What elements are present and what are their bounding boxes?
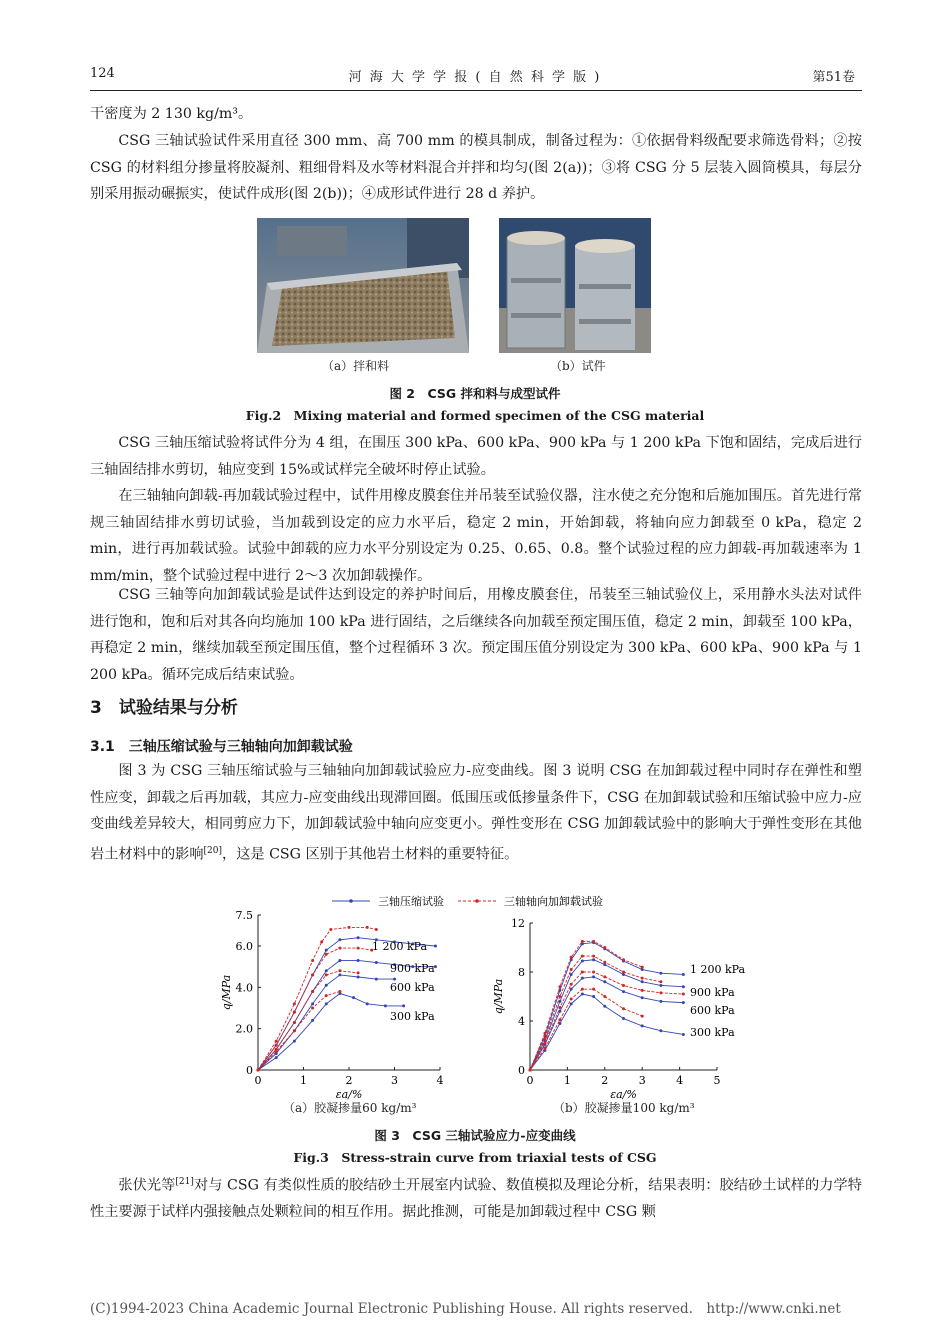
y-tick-label-a: 6.0 — [235, 940, 253, 953]
series-line-a-6 — [258, 971, 358, 1070]
chart-a — [220, 909, 444, 1101]
series-line-b-0 — [530, 943, 683, 1070]
series-point-a-4 — [293, 1002, 296, 1005]
series-point-b-7 — [622, 1007, 625, 1010]
series-point-b-7 — [641, 1015, 644, 1018]
fig2-title-en: Fig.2 Mixing material and formed specimen of the CSG material — [245, 408, 705, 423]
series-point-a-3 — [293, 1040, 296, 1043]
fig3-caption-b: （b）胶凝掺量100 kg/m³ — [553, 1101, 695, 1115]
series-point-a-3 — [275, 1056, 278, 1059]
y-tick-label-a: 2.0 — [235, 1022, 253, 1036]
curve-annotation-b: 900 kPa — [690, 986, 735, 999]
series-point-b-2 — [659, 1000, 662, 1003]
series-point-b-5 — [592, 955, 595, 958]
curve-annotation-a: 300 kPa — [390, 1010, 435, 1023]
series-point-a-5 — [325, 953, 328, 956]
x-tick-label-a: 4 — [436, 1074, 444, 1087]
y-tick-label-a: 7.5 — [235, 909, 253, 922]
series-point-b-7 — [570, 997, 573, 1000]
paragraph-discussion: 张伏光等[21]对与 CSG 有类似性质的胶结砂土开展室内试验、数值模拟及理论分析，结果表明：胶结砂土试样的力学特性主要源于试样内强接触点处颗粒间的相互作用。据此推测，可能是加卸载过程中 CSG 颗 — [90, 1177, 862, 1221]
series-point-a-1 — [325, 969, 328, 972]
series-point-a-3 — [384, 1004, 387, 1007]
legend-label-compression: 三轴压缩试验 — [378, 895, 444, 908]
series-point-b-1 — [641, 980, 644, 983]
series-point-a-2 — [325, 984, 328, 987]
y-tick-label-a: 0 — [246, 1064, 253, 1077]
curve-annotation-b: 1 200 kPa — [690, 963, 746, 976]
series-point-b-5 — [543, 1037, 546, 1040]
series-point-a-4 — [311, 959, 314, 962]
series-point-b-6 — [603, 975, 606, 978]
x-axis-label-b: εa/% — [610, 1088, 637, 1101]
fig3-title-cn: 图 3 CSG 三轴试验应力-应变曲线 — [374, 1128, 576, 1143]
x-tick-label-b: 0 — [526, 1074, 534, 1087]
x-tick-label-b: 1 — [563, 1074, 571, 1087]
series-point-a-7 — [293, 1029, 296, 1032]
paragraph-results: 图 3 为 CSG 三轴压缩试验与三轴轴向加卸载试验应力-应变曲线。图 3 说明 CSG 在加卸载过程中同时存在弹性和塑性应变，卸载之后再加载，其应力-应变曲线出现滞回圈。低围压或低掺量条件下，CSG 在加卸载试验和压缩试验中应力-应变曲线差异较大，相同剪应力下，加卸载试验中轴向应变更小。弹性变形在 CSG 加卸载试验中的影响大于弹性变形在其他岩土材料中的影响[20]，这是 CSG 区别于其他岩土材料的重要特征。 — [90, 763, 862, 863]
series-point-b-4 — [558, 985, 561, 988]
series-point-b-6 — [558, 1006, 561, 1009]
y-tick-label-b: 0 — [518, 1064, 525, 1077]
series-point-a-6 — [357, 971, 360, 974]
series-point-b-2 — [570, 988, 573, 991]
series-point-b-3 — [622, 1017, 625, 1020]
series-point-a-5 — [338, 947, 341, 950]
series-point-a-5 — [275, 1044, 278, 1047]
series-point-b-1 — [558, 1000, 561, 1003]
fig3-title-en: Fig.3 Stress-strain curve from triaxial tests of CSG — [293, 1150, 657, 1165]
y-tick-label-a: 4.0 — [235, 981, 253, 995]
series-point-a-6 — [338, 969, 341, 972]
series-point-a-1 — [338, 959, 341, 962]
series-point-b-5 — [581, 955, 584, 958]
series-point-b-6 — [570, 983, 573, 986]
fig2-caption-a: （a）拌和料 — [322, 359, 390, 373]
series-point-b-7 — [558, 1018, 561, 1021]
series-point-b-4 — [622, 958, 625, 961]
series-point-b-3 — [682, 1033, 685, 1036]
curve-annotation-a: 900 kPa — [390, 962, 435, 975]
series-point-a-3 — [352, 996, 355, 999]
series-point-a-4 — [275, 1040, 278, 1043]
series-point-b-5 — [558, 995, 561, 998]
fig3-chart-area — [220, 888, 760, 1116]
series-point-b-2 — [592, 975, 595, 978]
series-point-b-5 — [641, 977, 644, 980]
footer-copyright: (C)1994-2023 China Academic Journal Electronic Publishing House. All rights reserved. http://www.cnki.net — [90, 1301, 841, 1317]
curve-annotation-b: 300 kPa — [690, 1026, 735, 1039]
series-point-a-7 — [275, 1050, 278, 1053]
section-heading-3: 3 试验结果与分析 — [90, 698, 238, 718]
legend-label-unload-reload: 三轴轴向加卸载试验 — [504, 895, 603, 908]
paragraph-specimen-prep: CSG 三轴试验试件采用直径 300 mm、高 700 mm 的模具制成，制备过程为：①依据骨料级配要求筛选骨料；②按 CSG 的材料组分掺量将胶凝剂、粗细骨料及水等材料混合并拌和均匀(图 2(a))；③将 CSG 分 5 层装入圆筒模具，每层分别采用振动碾振实，使试件成形(图 2(b))；④成形试件进行 28 d 养护。 — [90, 133, 862, 202]
series-point-a-0 — [325, 949, 328, 952]
y-tick-label-b: 4 — [518, 1015, 525, 1028]
chart-legend — [332, 894, 603, 908]
series-point-a-4 — [366, 926, 369, 929]
curve-annotation-a: 1 200 kPa — [372, 940, 428, 953]
series-point-b-2 — [641, 996, 644, 999]
series-point-a-4 — [329, 928, 332, 931]
x-tick-label-b: 2 — [601, 1074, 609, 1087]
series-point-a-5 — [293, 1011, 296, 1014]
series-point-a-2 — [357, 976, 360, 979]
series-point-a-0 — [434, 945, 437, 948]
y-axis-label-b: q/MPa — [492, 978, 505, 1015]
x-axis-label-a: εa/% — [335, 1088, 363, 1101]
volume-label: 第51卷 — [812, 70, 855, 85]
series-point-a-0 — [357, 936, 360, 939]
paragraph-compression-test: CSG 三轴压缩试验将试件分为 4 组，在围压 300 kPa、600 kPa、900 kPa 与 1 200 kPa 下饱和固结，完成后进行三轴固结排水剪切，轴应变到 15%或试样完全破坏时停止试验。 — [90, 435, 862, 478]
series-point-a-1 — [375, 961, 378, 964]
series-point-b-6 — [641, 989, 644, 992]
series-point-a-5 — [357, 947, 360, 950]
series-point-b-6 — [543, 1042, 546, 1045]
series-point-b-2 — [622, 990, 625, 993]
series-point-a-4 — [348, 926, 351, 929]
x-tick-label-b: 3 — [638, 1074, 646, 1087]
series-point-a-4 — [375, 928, 378, 931]
series-point-b-1 — [570, 973, 573, 976]
fig3-caption-a: （a）胶凝掺量60 kg/m³ — [283, 1101, 417, 1115]
series-point-b-1 — [659, 984, 662, 987]
series-point-b-1 — [682, 985, 685, 988]
series-point-b-3 — [581, 993, 584, 996]
series-point-b-0 — [682, 973, 685, 976]
photo-formed-specimens — [499, 218, 651, 353]
series-point-b-0 — [659, 972, 662, 975]
series-point-a-6 — [311, 990, 314, 993]
series-point-b-2 — [581, 977, 584, 980]
series-point-b-3 — [592, 995, 595, 998]
series-point-a-7 — [325, 994, 328, 997]
y-tick-label-b: 12 — [511, 917, 525, 930]
series-point-b-5 — [622, 971, 625, 974]
fig2-title-cn: 图 2 CSG 拌和料与成型试件 — [389, 386, 561, 401]
x-tick-label-b: 4 — [676, 1074, 684, 1087]
series-point-a-7 — [311, 1007, 314, 1010]
section-heading-3-1: 3.1 三轴压缩试验与三轴轴向加卸载试验 — [90, 739, 353, 755]
series-point-b-7 — [581, 988, 584, 991]
paragraph-isotropic-test: CSG 三轴等向加卸载试验是试件达到设定的养护时间后，用橡皮膜套住，吊装至三轴试验仪上，采用静水头法对试件进行饱和，饱和后对其各向均施加 100 kPa 进行固结，之后继续各向加载至预定围压值，稳定 2 min，卸载至 100 kPa，再稳定 2 min，继续加载至预定围压值，整个过程循环 3 次。预定围压值分别设定为 300 kPa、600 kPa、900 kPa 与 1 200 kPa。循环完成后结束试验。 — [90, 587, 862, 683]
series-point-b-4 — [570, 956, 573, 959]
series-point-a-1 — [357, 959, 360, 962]
series-point-b-3 — [641, 1024, 644, 1027]
series-point-b-7 — [529, 1069, 532, 1072]
series-point-b-4 — [641, 966, 644, 969]
series-point-b-3 — [603, 1005, 606, 1008]
series-point-b-7 — [543, 1046, 546, 1049]
x-tick-label-a: 0 — [254, 1074, 262, 1087]
series-point-b-4 — [603, 946, 606, 949]
curve-annotation-b: 600 kPa — [690, 1004, 735, 1017]
series-point-b-5 — [570, 968, 573, 971]
series-point-b-2 — [558, 1010, 561, 1013]
series-point-a-6 — [325, 973, 328, 976]
series-point-b-3 — [659, 1029, 662, 1032]
series-line-b-5 — [530, 956, 661, 1070]
legend-marker-compression — [349, 899, 353, 903]
series-point-b-6 — [659, 991, 662, 994]
series-point-b-7 — [603, 995, 606, 998]
series-point-a-4 — [320, 940, 323, 943]
y-tick-label-b: 8 — [518, 966, 525, 979]
series-point-a-2 — [311, 1002, 314, 1005]
series-point-b-4 — [543, 1032, 546, 1035]
x-tick-label-a: 1 — [300, 1074, 307, 1087]
series-point-a-5 — [311, 973, 314, 976]
fig2-caption-b: （b）试件 — [550, 359, 606, 373]
series-point-b-7 — [592, 988, 595, 991]
series-point-a-2 — [338, 973, 341, 976]
series-point-b-2 — [603, 980, 606, 983]
series-point-b-5 — [659, 980, 662, 983]
series-point-b-1 — [581, 959, 584, 962]
series-point-b-6 — [622, 984, 625, 987]
series-point-b-4 — [581, 940, 584, 943]
series-point-b-4 — [592, 940, 595, 943]
series-point-b-1 — [592, 958, 595, 961]
series-point-a-7 — [257, 1069, 260, 1072]
series-line-a-3 — [258, 994, 404, 1070]
chart-b — [492, 917, 746, 1101]
series-point-a-2 — [375, 978, 378, 981]
x-tick-label-b: 5 — [713, 1074, 721, 1087]
series-point-b-5 — [603, 961, 606, 964]
series-point-b-3 — [570, 1002, 573, 1005]
y-axis-label-a: q/MPa — [220, 974, 233, 1011]
journal-title: 河 海 大 学 学 报 ( 自 然 科 学 版 ) — [348, 70, 602, 85]
series-point-a-3 — [402, 1004, 405, 1007]
legend-marker-unload-reload — [475, 899, 479, 903]
x-tick-label-a: 2 — [345, 1074, 353, 1087]
curve-annotation-a: 600 kPa — [390, 981, 435, 994]
series-point-a-3 — [366, 1002, 369, 1005]
series-point-b-6 — [682, 993, 685, 996]
series-point-b-6 — [581, 971, 584, 974]
series-point-a-3 — [311, 1019, 314, 1022]
series-point-a-6 — [293, 1021, 296, 1024]
series-point-a-7 — [338, 990, 341, 993]
photo-mixing-material — [257, 218, 469, 353]
series-point-a-3 — [325, 1002, 328, 1005]
series-point-b-2 — [682, 1001, 685, 1004]
paragraph-density: 干密度为 2 130 kg/m³。 — [90, 106, 253, 122]
page-number: 124 — [90, 66, 115, 81]
x-tick-label-a: 3 — [391, 1074, 398, 1087]
header-rule — [90, 90, 862, 91]
series-point-b-6 — [592, 971, 595, 974]
series-point-a-0 — [338, 938, 341, 941]
paragraph-unload-reload-test: 在三轴轴向卸载-再加载试验过程中，试件用橡皮膜套住并吊装至试验仪器，注水使之充分饱和后施加围压。首先进行常规三轴固结排水剪切试验，当加载到设定的应力水平后，稳定 2 min，开始卸载，将轴向应力卸载至 0 kPa，稳定 2 min，进行再加载试验。试验中卸载的应力水平分别设定为 0.25、0.65、0.8。整个试验过程的应力卸载-再加载速率为 1 mm/min，整个试验过程中进行 2～3 次加卸载操作。 — [90, 488, 862, 584]
